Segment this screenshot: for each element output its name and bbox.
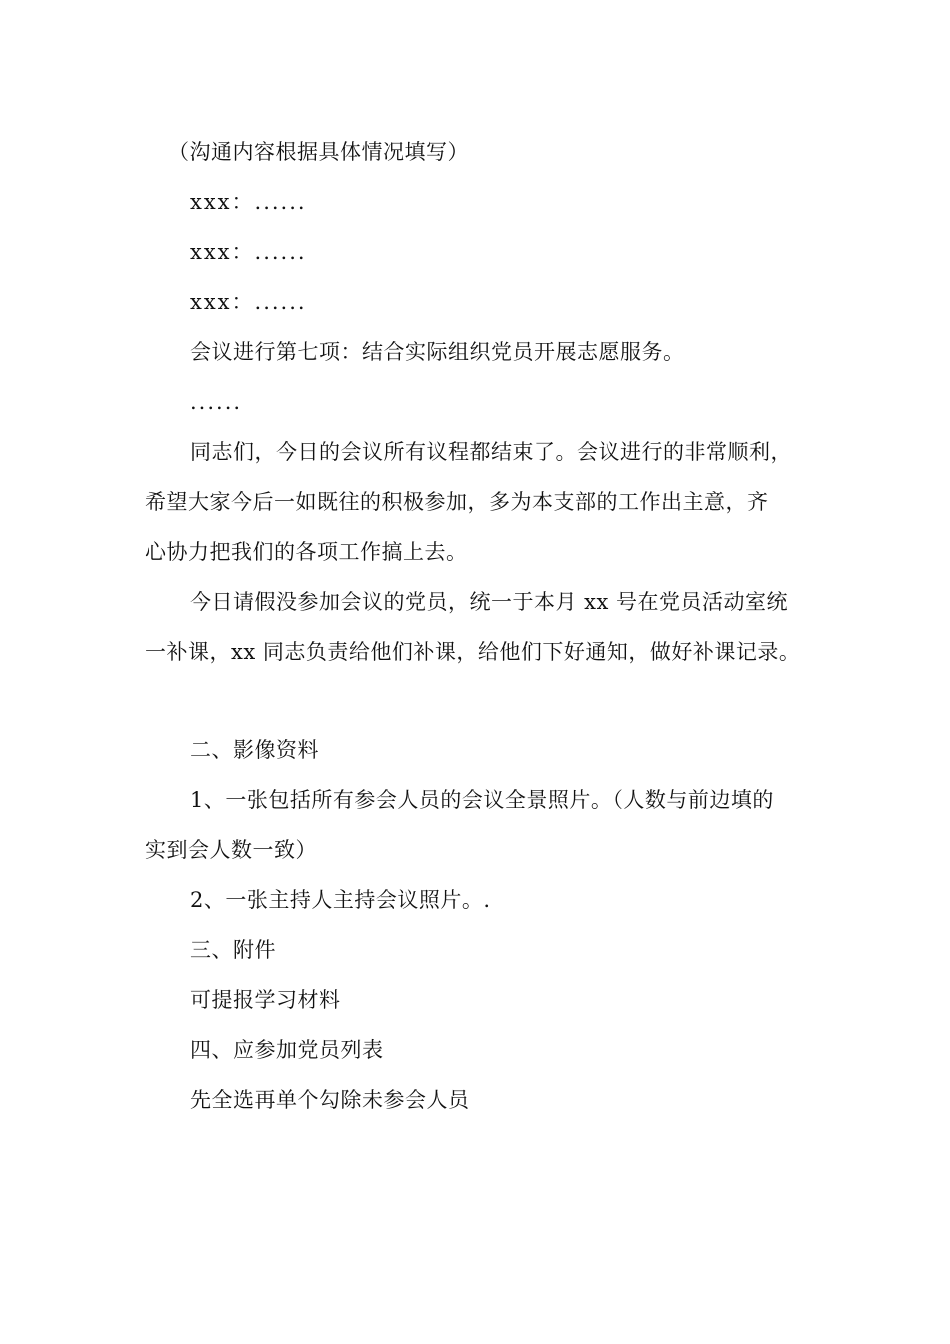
section-heading-member-list: 四、应参加党员列表 [190,1038,384,1062]
speaker-line-2: xxx：...... [190,240,307,264]
image-item-2: 2、一张主持人主持会议照片。. [190,888,491,912]
note-communication: （沟通内容根据具体情况填写） [168,140,469,164]
member-list-note: 先全选再单个勾除未参会人员 [190,1088,470,1112]
speaker-line-3: xxx：...... [190,290,307,314]
speaker-line-1: xxx：...... [190,190,307,214]
agenda-item-seven: 会议进行第七项：结合实际组织党员开展志愿服务。 [190,340,685,364]
makeup-paragraph-line-2: 一补课，xx 同志负责给他们补课，给他们下好通知，做好补课记录。 [145,640,801,664]
image-item-1-line-1: 1、一张包括所有参会人员的会议全景照片。（人数与前边填的 [190,788,774,812]
closing-paragraph-line-3: 心协力把我们的各项工作搞上去。 [145,540,468,564]
closing-paragraph-line-1: 同志们，今日的会议所有议程都结束了。会议进行的非常顺利， [190,440,792,464]
makeup-paragraph-line-1: 今日请假没参加会议的党员，统一于本月 xx 号在党员活动室统 [190,590,789,614]
image-item-1-line-2: 实到会人数一致） [145,838,317,862]
closing-paragraph-line-2: 希望大家今后一如既往的积极参加，多为本支部的工作出主意，齐 [145,490,769,514]
ellipsis-line: ...... [190,390,243,414]
section-heading-images: 二、影像资料 [190,738,319,762]
section-heading-attachments: 三、附件 [190,938,276,962]
attachment-note: 可提报学习材料 [190,988,341,1012]
